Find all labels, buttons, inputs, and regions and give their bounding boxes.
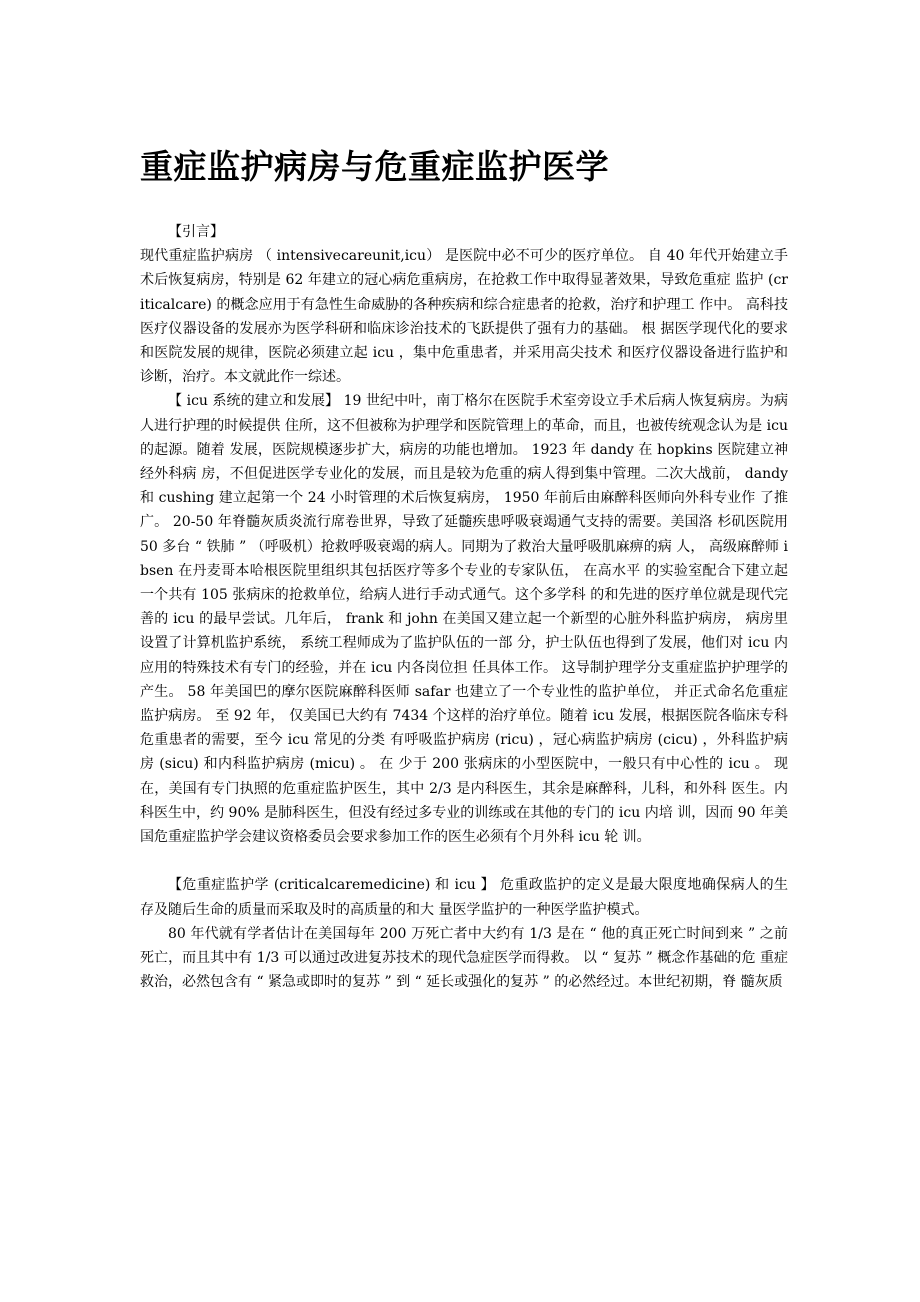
paragraph-critical-care-medicine: 【危重症监护学 (criticalcaremedicine) 和 icu 】 危重政监护的定义是最大限度地确保病人的生存及随后生命的质量而采取及时的高质量的和大 量医学监护的一种医学监护模式。: [140, 877, 788, 918]
paragraph-resuscitation: 80 年代就有学者估计在美国每年 200 万死亡者中大约有 1/3 是在 “ 他的真正死亡时间到来 ” 之前 死亡，而且其中有 1/3 可以通过改进复苏技术的现代急症医学而得救。 以 “ 复苏 ” 概念作基础的危 重症救治，必然包含有 “ 紧急或即时的复苏 ” 到 “ 延长或强化的复苏 ” 的必然经过。本世纪初期，脊 髓灰质: [140, 925, 788, 991]
document-body: [140, 220, 788, 994]
paragraph-intro: 现代重症监护病房 （ intensivecareunit,icu） 是医院中必不可少的医疗单位。 自 40 年代开始建立手 术后恢复病房，特别是 62 年建立的冠心病危重病房，在抢救工作中取得显著效果，导致危重症 监护 (criticalcare) 的概念应用于有急性生命威胁的各种疾病和综合症患者的抢救，治疗和护理工 作中。 高科技医疗仪器设备的发展亦为医学科研和临床诊治技术的飞跃提供了强有力的基础。 根 据医学现代化的要求和医院发展的规律，医院必须建立起 icu ，集中危重患者，并采用高尖技术 和医疗仪器设备进行监护和诊断，治疗。本文就此作一综述。: [140, 248, 788, 386]
document-title: 重症监护病房与危重症监护医学: [140, 147, 609, 186]
paragraph-spacer: [140, 849, 788, 873]
paragraph-intro-heading: 【引言】: [168, 224, 224, 240]
paragraph-icu-history: 【 icu 系统的建立和发展】 19 世纪中叶，南丁格尔在医院手术室旁设立手术后病人恢复病房。为病人进行护理的时候提供 住所，这不但被称为护理学和医院管理上的革命，而且，也被传统观念认为是 icu 的起源。随着 发展，医院规模逐步扩大，病房的功能也增加。 1923 年 dandy 在 hopkins 医院建立神经外科病 房，不但促进医学专业化的发展，而且是较为危重的病人得到集中管理。二次大战前， dandy 和 cushing 建立起第一个 24 小时管理的术后恢复病房， 1950 年前后由麻醉科医师向外科专业作 了推广。 20-50 年脊髓灰质炎流行席卷世界，导致了延髓疾患呼吸衰竭通气支持的需要。美国洛 杉矶医院用 50 多台 “ 铁肺 ” （呼吸机）抢救呼吸衰竭的病人。同期为了救治大量呼吸肌麻痹的病 人， 高级麻醉师 ibsen 在丹麦哥本哈根医院里组织其包括医疗等多个专业的专家队伍， 在高水平 的实验室配合下建立起一个共有 105 张病床的抢救单位，给病人进行手动式通气。这个多学科 的和先进的医疗单位就是现代完善的 icu 的最早尝试。几年后， frank 和 john 在美国又建立起一个新型的心脏外科监护病房， 病房里设置了计算机监护系统， 系统工程师成为了监护队伍的一部 分，护士队伍也得到了发展，他们对 icu 内应用的特殊技术有专门的经验，并在 icu 内各岗位担 任具体工作。 这导制护理学分支重症监护护理学的产生。 58 年美国巴的摩尔医院麻醉科医师 safar 也建立了一个专业性的监护单位， 并正式命名危重症监护病房。 至 92 年， 仅美国已大约有 7434 个这样的治疗单位。随着 icu 发展，根据医院各临床专科危重患者的需要，至今 icu 常见的分类 有呼吸监护病房 (ricu) ，冠心病监护病房 (cicu) ，外科监护病房 (sicu) 和内科监护病房 (micu) 。 在 少于 200 张病床的小型医院中，一般只有中心性的 icu 。 现在，美国有专门执照的危重症监护医生，其中 2/3 是内科医生，其余是麻醉科，儿科，和外科 医生。内科医生中，约 90% 是肺科医生，但没有经过多专业的训练或在其他的专门的 icu 内培 训，因而 90 年美国危重症监护学会建议资格委员会要求参加工作的医生必须有个月外科 icu 轮 训。: [140, 393, 788, 846]
